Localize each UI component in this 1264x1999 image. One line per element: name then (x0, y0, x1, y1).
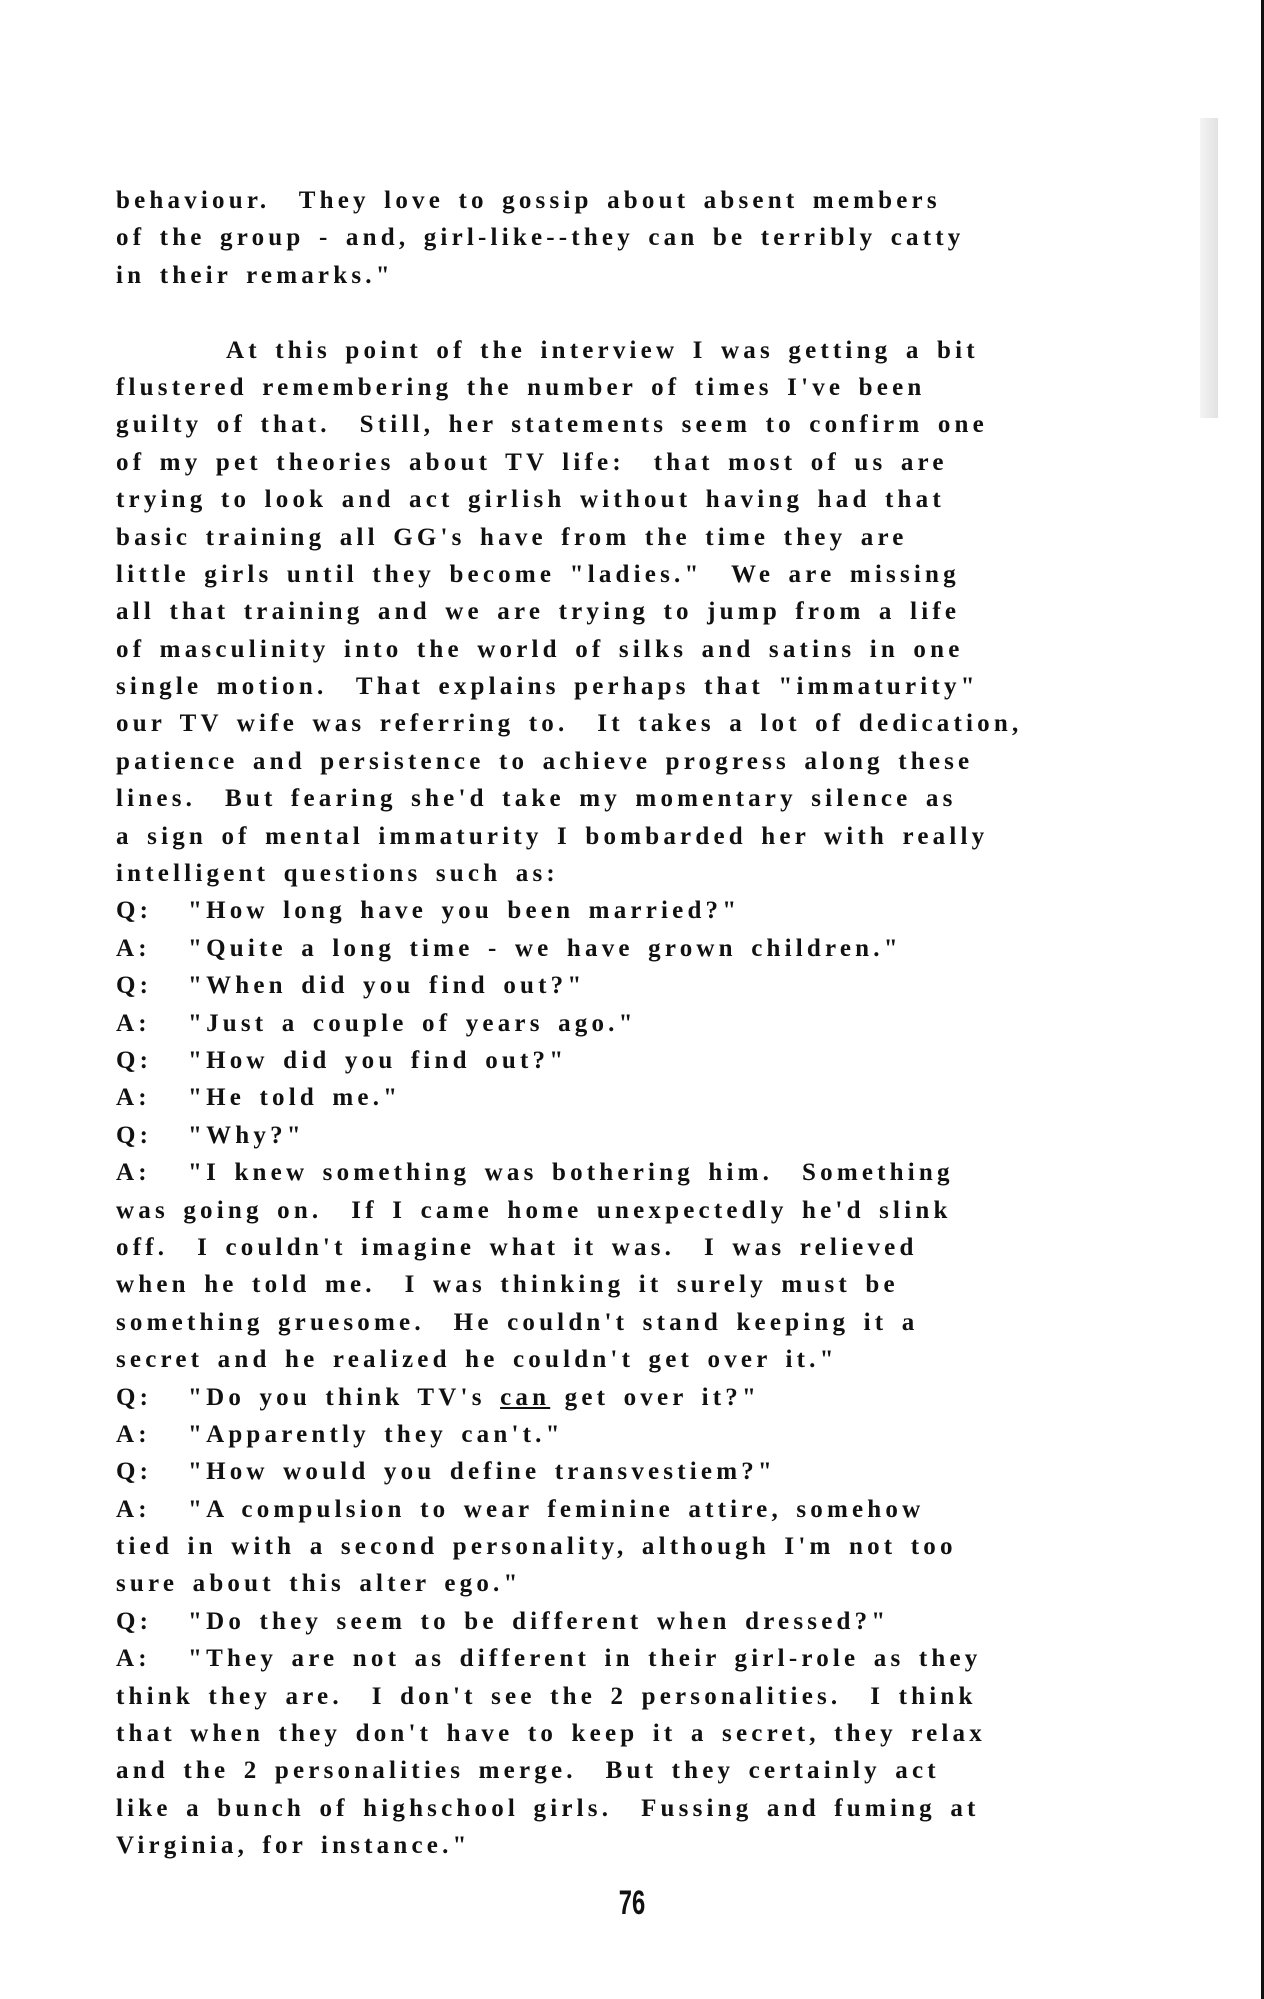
line-text: of masculinity into the world of silks and satins in one (116, 635, 964, 663)
line-text: our TV wife was referring to. It takes a lot of dedication, (116, 710, 1023, 738)
line-text: "How long have you been married?" (188, 897, 741, 925)
line-text: "Why?" (188, 1121, 305, 1149)
line-text: "Quite a long time - we have grown children." (188, 934, 902, 962)
answer-line (116, 1640, 1236, 1677)
line-text: single motion. That explains perhaps that "immaturity" (116, 673, 979, 701)
text-line (116, 182, 1236, 219)
line-text: flustered remembering the number of times I've been (116, 373, 926, 401)
text-line (116, 1678, 1236, 1715)
line-text: "They are not as different in their girl-role as they (188, 1645, 982, 1673)
line-text: tied in with a second personality, although I'm not too (116, 1533, 957, 1561)
page-number: 76 (618, 1884, 646, 1922)
text-line (116, 556, 1236, 593)
text-line (116, 369, 1236, 406)
question-line (116, 1379, 1236, 1416)
text-line (116, 519, 1236, 556)
qa-label: A: (116, 1009, 151, 1037)
line-text: of the group - and, girl-like--they can be terribly catty (116, 224, 965, 252)
line-text: "How did you find out?" (188, 1046, 568, 1074)
text-line (116, 705, 1236, 742)
line-text: was going on. If I came home unexpectedly he'd slink (116, 1196, 952, 1224)
line-text: "Just a couple of years ago." (188, 1009, 637, 1037)
qa-label: A: (116, 1159, 151, 1187)
answer-line (116, 1491, 1236, 1528)
line-text: basic training all GG's have from the time they are (116, 523, 908, 551)
answer-line (116, 1079, 1236, 1116)
question-line (116, 892, 1236, 929)
line-text: behaviour. They love to gossip about absent members (116, 187, 941, 214)
line-text: "Do they seem to be different when dressed?" (188, 1607, 890, 1635)
answer-line (116, 1154, 1236, 1191)
line-text: At this point of the interview I was getting a bit (226, 336, 979, 364)
qa-label: Q: (116, 897, 153, 925)
qa-label: A: (116, 1084, 151, 1112)
text-line (116, 1790, 1236, 1827)
qa-label: Q: (116, 1383, 153, 1411)
question-line (116, 1042, 1236, 1079)
text-line (116, 1715, 1236, 1752)
line-text: "Do you think TV's (188, 1383, 501, 1411)
text-line (116, 1752, 1236, 1789)
text-line (116, 1528, 1236, 1565)
qa-label: Q: (116, 1458, 153, 1486)
qa-label: Q: (116, 1046, 153, 1074)
line-text: Virginia, for instance." (116, 1832, 471, 1860)
line-text: "Apparently they can't." (188, 1420, 564, 1448)
text-line (116, 406, 1236, 443)
paragraph-gap (116, 294, 1236, 331)
text-line (116, 257, 1236, 294)
qa-label: A: (116, 1645, 151, 1673)
qa-label: Q: (116, 1121, 153, 1149)
line-text: think they are. I don't see the 2 personalities. I think (116, 1682, 977, 1710)
underlined-word: can (500, 1383, 551, 1411)
text-line (116, 1827, 1236, 1864)
text-line (116, 780, 1236, 817)
text-line (116, 1565, 1236, 1602)
qa-label: A: (116, 1495, 151, 1523)
answer-line (116, 1416, 1236, 1453)
line-text: little girls until they become "ladies." We are missing (116, 560, 960, 588)
line-text: of my pet theories about TV life: that most of us are (116, 448, 948, 476)
line-text: "A compulsion to wear feminine attire, somehow (188, 1495, 925, 1523)
text-line (116, 1192, 1236, 1229)
line-text: intelligent questions such as: (116, 860, 559, 888)
line-text: "How would you define transvestiem?" (188, 1458, 777, 1486)
text-line (116, 668, 1236, 705)
line-text: lines. But fearing she'd take my momentary silence as (116, 785, 957, 813)
text-line (116, 444, 1236, 481)
line-text-after: get over it?" (550, 1383, 761, 1411)
line-text: something gruesome. He couldn't stand keeping it a (116, 1308, 919, 1336)
line-text: like a bunch of highschool girls. Fussing and fuming at (116, 1794, 980, 1822)
answer-line (116, 1005, 1236, 1042)
text-line (116, 593, 1236, 630)
text-line (116, 743, 1236, 780)
text-line (116, 1266, 1236, 1303)
text-line (116, 818, 1236, 855)
line-text: in their remarks." (116, 261, 394, 289)
line-text: "He told me." (188, 1084, 402, 1112)
text-line (116, 1304, 1236, 1341)
line-text: that when they don't have to keep it a secret, they relax (116, 1720, 986, 1748)
text-line (116, 219, 1236, 256)
answer-line (116, 930, 1236, 967)
qa-label: Q: (116, 1607, 153, 1635)
text-line (116, 1229, 1236, 1266)
question-line (116, 1117, 1236, 1154)
line-text: when he told me. I was thinking it surely must be (116, 1271, 899, 1299)
line-text: and the 2 personalities merge. But they certainly act (116, 1757, 940, 1785)
qa-label: A: (116, 1420, 151, 1448)
line-text: off. I couldn't imagine what it was. I was relieved (116, 1233, 918, 1261)
body-text (116, 182, 1236, 1865)
line-text: trying to look and act girlish without having had that (116, 486, 945, 514)
text-line (116, 855, 1236, 892)
line-text: secret and he realized he couldn't get over it." (116, 1346, 838, 1374)
line-text: patience and persistence to achieve progress along these (116, 747, 974, 775)
question-line (116, 967, 1236, 1004)
text-line (116, 631, 1236, 668)
qa-label: Q: (116, 972, 153, 1000)
text-line (116, 1341, 1236, 1378)
line-text: "I knew something was bothering him. Something (188, 1159, 954, 1187)
text-line (116, 481, 1236, 518)
line-text: sure about this alter ego." (116, 1570, 522, 1598)
qa-label: A: (116, 934, 151, 962)
question-line (116, 1603, 1236, 1640)
question-line (116, 1453, 1236, 1490)
line-text: guilty of that. Still, her statements seem to confirm one (116, 411, 988, 439)
text-line (116, 332, 1236, 369)
line-text: "When did you find out?" (188, 972, 586, 1000)
line-text: a sign of mental immaturity I bombarded her with really (116, 822, 989, 850)
line-text: all that training and we are trying to jump from a life (116, 598, 961, 626)
